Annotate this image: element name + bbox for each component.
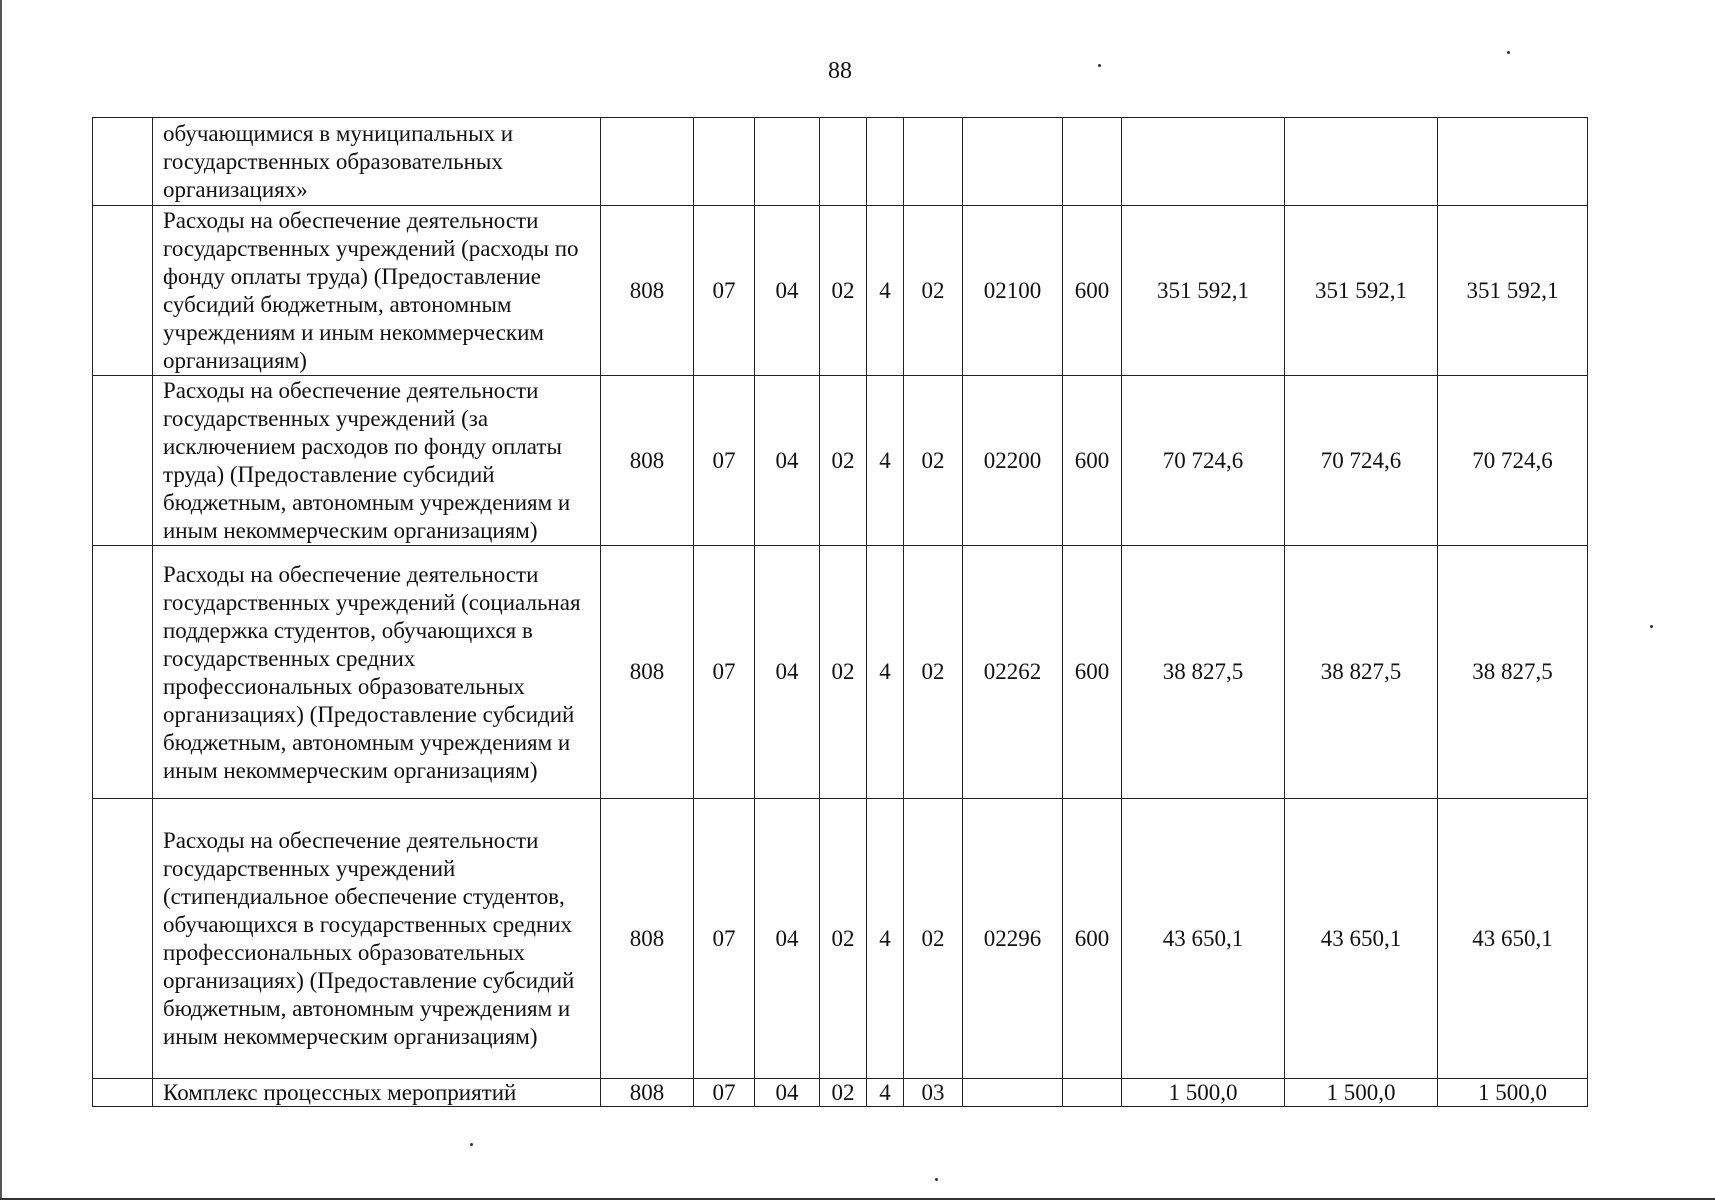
- type-code-cell: 4: [867, 799, 904, 1079]
- subsection-code-cell: 04: [755, 799, 820, 1079]
- section-code-cell: 07: [694, 546, 755, 799]
- row-description: Комплекс процессных мероприятий: [153, 1079, 601, 1107]
- table-row: [93, 118, 1588, 206]
- amount-year-3-cell: 70 724,6: [1438, 376, 1588, 546]
- amount-year-1-cell: 38 827,5: [1122, 546, 1285, 799]
- program-code-cell: 02: [820, 799, 867, 1079]
- program-code-cell: 02: [820, 1079, 867, 1107]
- ministry-code-cell: [601, 118, 694, 206]
- row-description: обучающимися в муниципальных и государственных образовательных организациях»: [153, 118, 601, 206]
- amount-year-1-cell: 1 500,0: [1122, 1079, 1285, 1107]
- amount-year-3-cell: 38 827,5: [1438, 546, 1588, 799]
- expense-type-code-cell: [1063, 118, 1122, 206]
- expense-code-cell: 02296: [963, 799, 1063, 1079]
- subsection-code-cell: 04: [755, 376, 820, 546]
- scan-left-edge: [0, 0, 2, 1200]
- expense-code-cell: 02262: [963, 546, 1063, 799]
- table-row: [93, 376, 1588, 546]
- expense-type-code-cell: 600: [1063, 799, 1122, 1079]
- expense-code-cell: 02100: [963, 206, 1063, 376]
- section-code-cell: 07: [694, 1079, 755, 1107]
- subsection-code-cell: 04: [755, 1079, 820, 1107]
- amount-year-1-cell: [1122, 118, 1285, 206]
- expense-type-code-cell: 600: [1063, 206, 1122, 376]
- amount-year-2-cell: 38 827,5: [1285, 546, 1438, 799]
- row-description: Расходы на обеспечение деятельности государственных учреждений (социальная поддержка студентов, обучающихся в государственных средних профессиональных образовательных организациях) (Предоставление субсидий бюджетным, автономным учреждениям и иным некоммерческим организациям): [153, 546, 601, 799]
- row-description: Расходы на обеспечение деятельности государственных учреждений (расходы по фонду оплаты труда) (Предоставление субсидий бюджетным, автономным учреждениям и иным некоммерческим организациям): [153, 206, 601, 376]
- amount-year-3-cell: 43 650,1: [1438, 799, 1588, 1079]
- ministry-code-cell: 808: [601, 1079, 694, 1107]
- ministry-code-cell: 808: [601, 799, 694, 1079]
- amount-year-1-cell: 351 592,1: [1122, 206, 1285, 376]
- program-code-cell: [820, 118, 867, 206]
- type-code-cell: 4: [867, 1079, 904, 1107]
- type-code-cell: 4: [867, 206, 904, 376]
- program-code-cell: 02: [820, 546, 867, 799]
- amount-year-2-cell: 70 724,6: [1285, 376, 1438, 546]
- amount-year-1-cell: 43 650,1: [1122, 799, 1285, 1079]
- scan-speck: [1098, 64, 1101, 67]
- subprogram-code-cell: 02: [904, 546, 963, 799]
- row-number-cell: [93, 118, 153, 206]
- ministry-code-cell: 808: [601, 546, 694, 799]
- subprogram-code-cell: 02: [904, 799, 963, 1079]
- row-number-cell: [93, 1079, 153, 1107]
- type-code-cell: 4: [867, 376, 904, 546]
- subprogram-code-cell: 02: [904, 376, 963, 546]
- expense-code-cell: [963, 1079, 1063, 1107]
- subsection-code-cell: 04: [755, 206, 820, 376]
- budget-table: [92, 117, 1588, 1107]
- expense-type-code-cell: 600: [1063, 546, 1122, 799]
- subprogram-code-cell: 03: [904, 1079, 963, 1107]
- table-row: [93, 206, 1588, 376]
- row-description: Расходы на обеспечение деятельности государственных учреждений (стипендиальное обеспечение студентов, обучающихся в государственных средних профессиональных образовательных организациях) (Предоставление субсидий бюджетным, автономным учреждениям и иным некоммерческим организациям): [153, 799, 601, 1079]
- amount-year-2-cell: 351 592,1: [1285, 206, 1438, 376]
- amount-year-2-cell: 43 650,1: [1285, 799, 1438, 1079]
- subsection-code-cell: 04: [755, 546, 820, 799]
- row-description: Расходы на обеспечение деятельности государственных учреждений (за исключением расходов по фонду оплаты труда) (Предоставление субсидий бюджетным, автономным учреждениям и иным некоммерческим организациям): [153, 376, 601, 546]
- expense-type-code-cell: 600: [1063, 376, 1122, 546]
- amount-year-1-cell: 70 724,6: [1122, 376, 1285, 546]
- section-code-cell: 07: [694, 376, 755, 546]
- row-number-cell: [93, 546, 153, 799]
- section-code-cell: 07: [694, 206, 755, 376]
- ministry-code-cell: 808: [601, 206, 694, 376]
- scan-speck: [935, 1178, 938, 1181]
- expense-code-cell: 02200: [963, 376, 1063, 546]
- amount-year-2-cell: [1285, 118, 1438, 206]
- type-code-cell: 4: [867, 546, 904, 799]
- table-row: [93, 546, 1588, 799]
- subprogram-code-cell: [904, 118, 963, 206]
- program-code-cell: 02: [820, 206, 867, 376]
- table-row: [93, 1079, 1588, 1107]
- subsection-code-cell: [755, 118, 820, 206]
- row-number-cell: [93, 799, 153, 1079]
- expense-type-code-cell: [1063, 1079, 1122, 1107]
- scan-speck: [470, 1143, 473, 1146]
- amount-year-3-cell: [1438, 118, 1588, 206]
- subprogram-code-cell: 02: [904, 206, 963, 376]
- type-code-cell: [867, 118, 904, 206]
- amount-year-3-cell: 351 592,1: [1438, 206, 1588, 376]
- amount-year-2-cell: 1 500,0: [1285, 1079, 1438, 1107]
- row-number-cell: [93, 376, 153, 546]
- amount-year-3-cell: 1 500,0: [1438, 1079, 1588, 1107]
- scan-speck: [1650, 625, 1653, 628]
- scan-speck: [1507, 51, 1510, 54]
- section-code-cell: [694, 118, 755, 206]
- row-number-cell: [93, 206, 153, 376]
- program-code-cell: 02: [820, 376, 867, 546]
- ministry-code-cell: 808: [601, 376, 694, 546]
- page-number: 88: [828, 58, 852, 84]
- section-code-cell: 07: [694, 799, 755, 1079]
- expense-code-cell: [963, 118, 1063, 206]
- table-row: [93, 799, 1588, 1079]
